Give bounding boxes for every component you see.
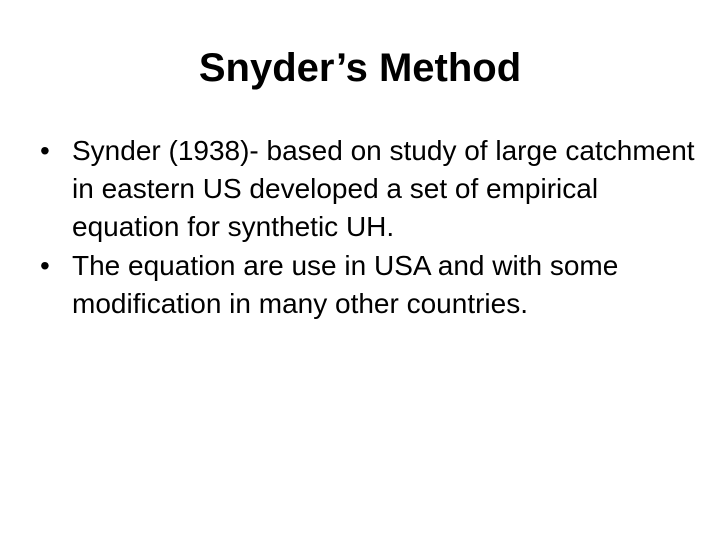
- bullet-icon: •: [40, 250, 50, 281]
- bullet-list: [36, 132, 696, 324]
- bullet-text: The equation are use in USA and with some modification in many other countries.: [72, 250, 619, 319]
- slide-title: Snyder’s Method: [198, 46, 522, 90]
- bullet-item: [36, 247, 696, 323]
- bullet-text: Synder (1938)- based on study of large catchment in eastern US developed a set of empirical equation for synthetic UH.: [72, 135, 695, 242]
- bullet-item: [36, 132, 696, 246]
- bullet-icon: •: [40, 135, 50, 166]
